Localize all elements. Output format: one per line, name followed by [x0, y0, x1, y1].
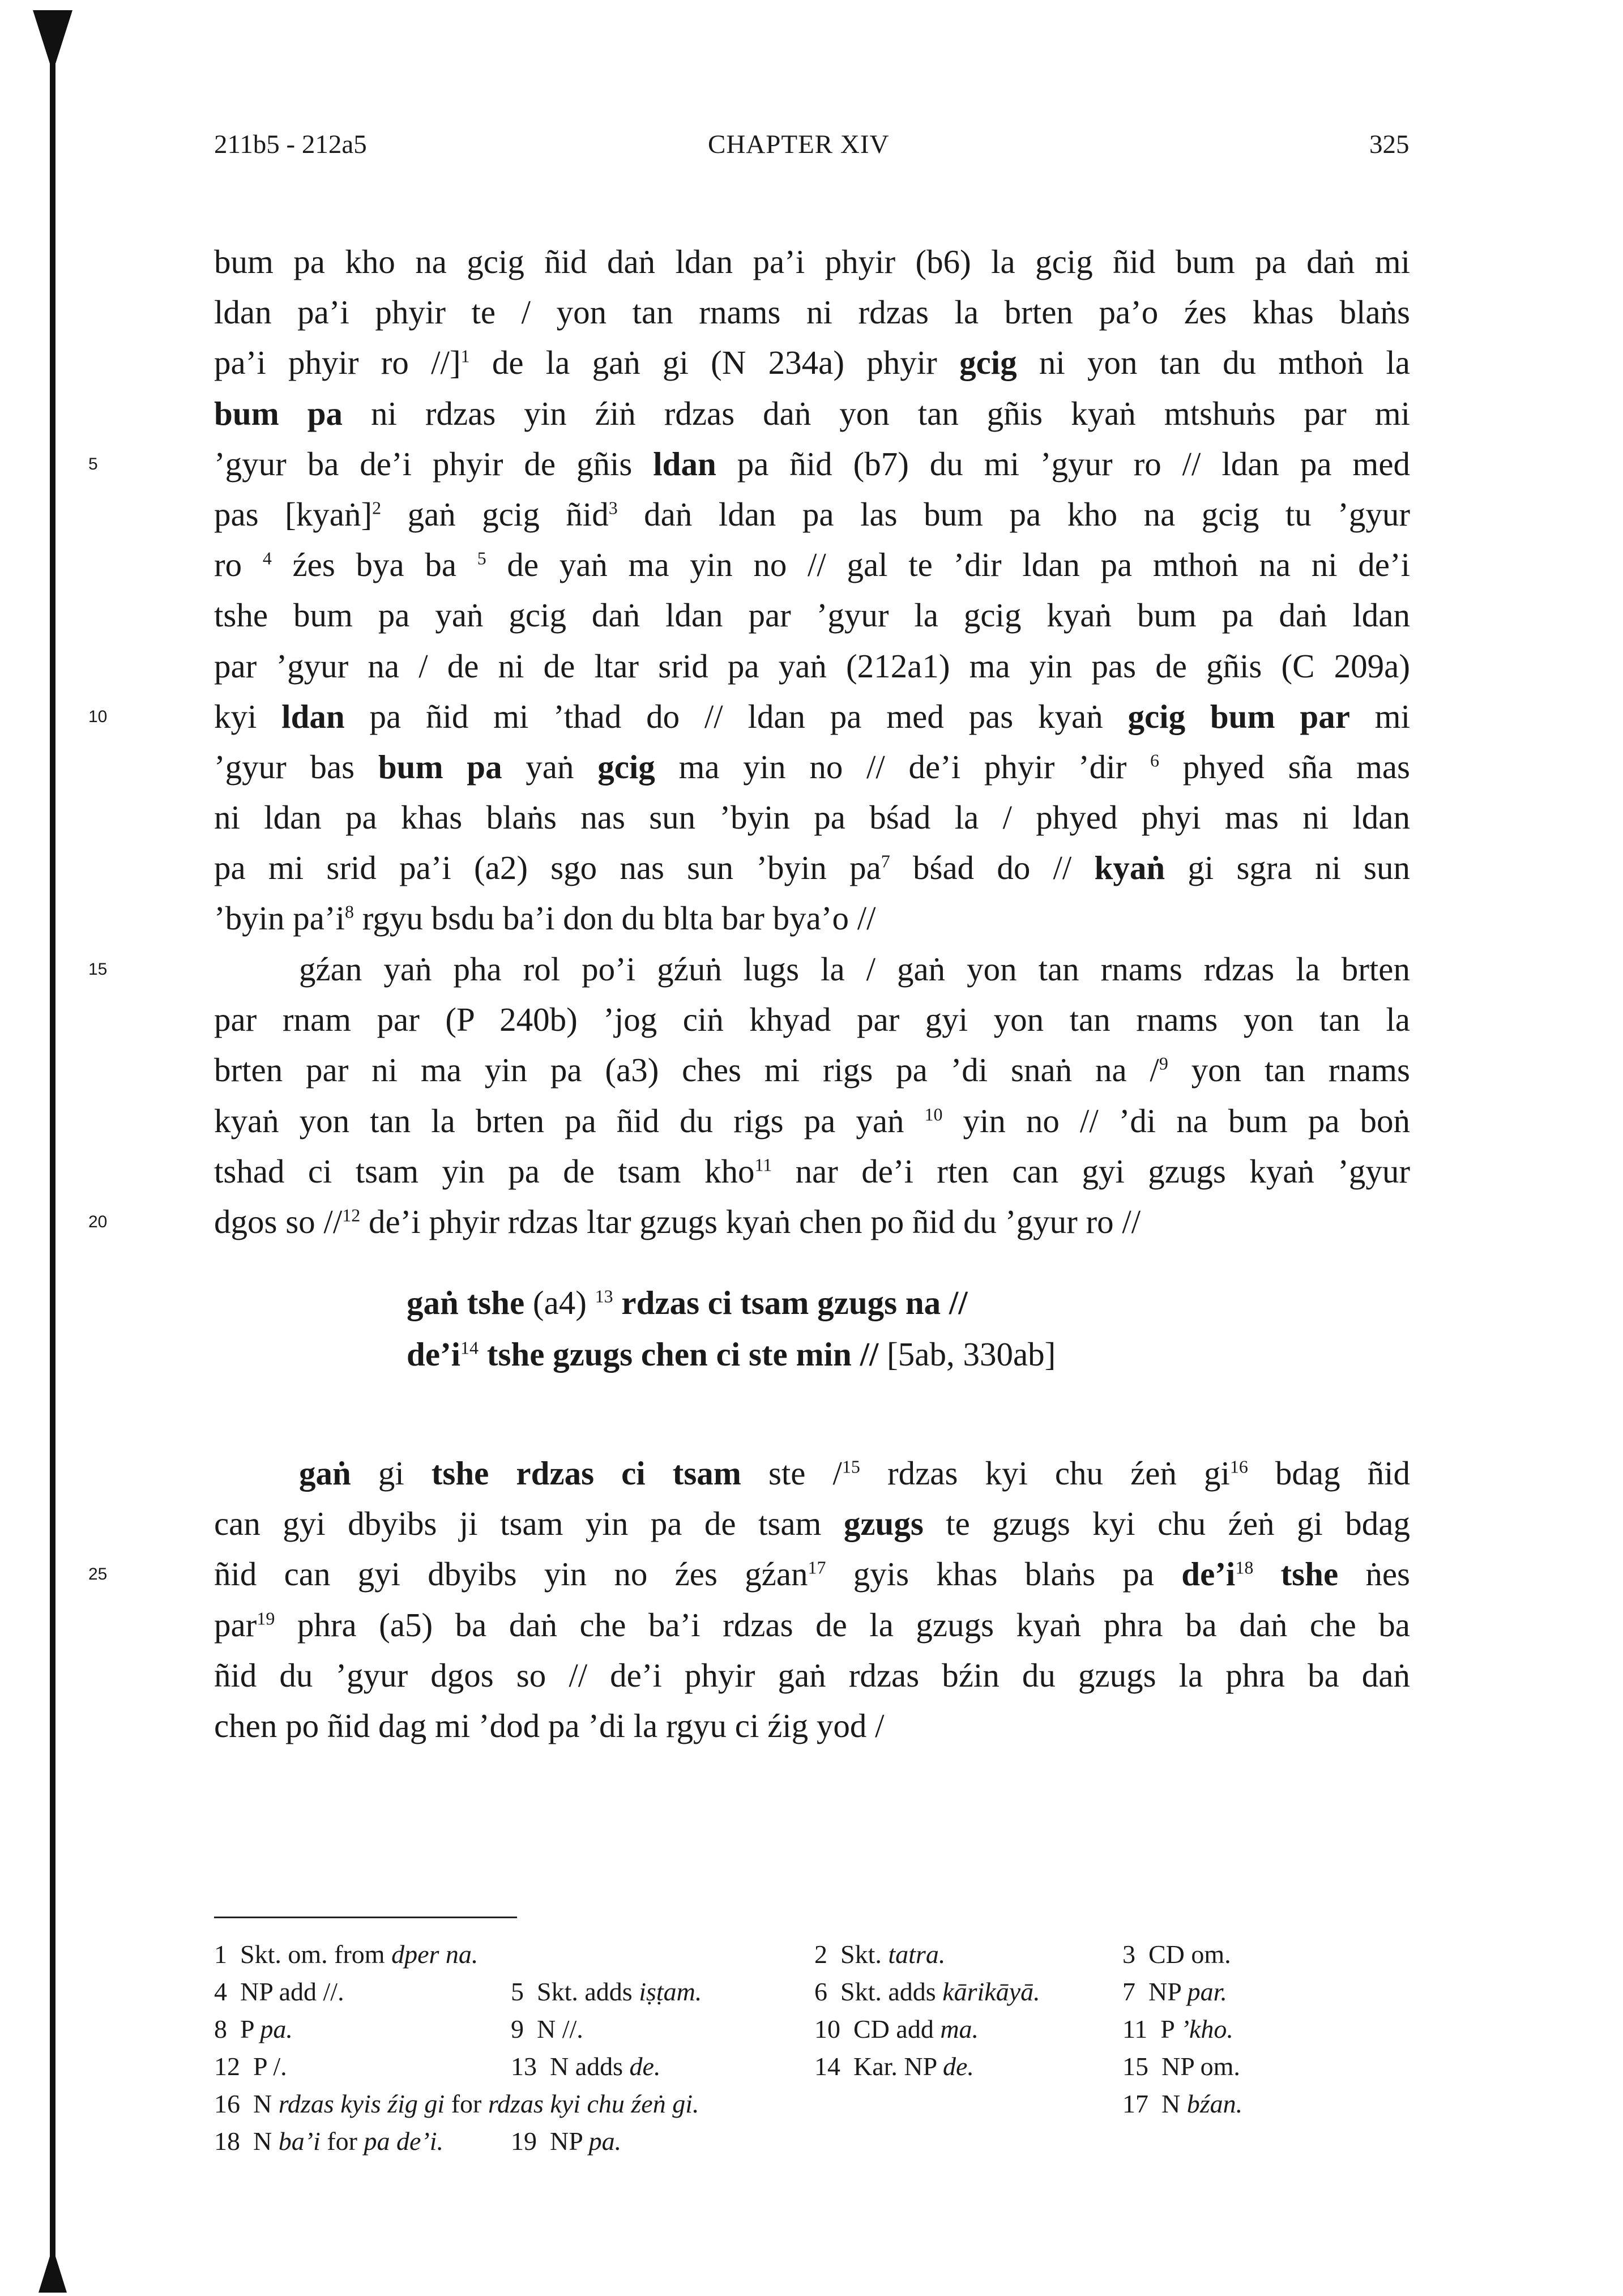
- footnote-17: 17 N bźan.: [1122, 2089, 1243, 2118]
- footnote-ref: 13: [595, 1286, 613, 1307]
- verse-line-1: gaṅ tshe (a4) $^{13}$ rdzas ci tsam gzugs na //: [407, 1284, 968, 1321]
- text-line: pas [kyaṅ]$^2$ gaṅ gcig ñid$^3$ daṅ ldan pa las bum pa kho na gcig tu ’gyur: [214, 495, 1410, 533]
- text-line: bum pa kho na gcig ñid daṅ ldan pa’i phyir (b6) la gcig ñid bum pa daṅ mi: [214, 243, 1410, 280]
- page-number: 325: [1369, 130, 1410, 159]
- footnote-9: 9 N //.: [511, 2015, 583, 2043]
- text-line: 25 ñid can gyi dbyibs yin no źes gźan$^{17}$ gyis khas blaṅs pa $de’i^{18}$ tshe ṅes: [214, 1549, 1410, 1599]
- text-line: par$^{19}$ phra (a5) ba daṅ che ba’i rdzas de la gzugs kyaṅ phra ba daṅ che ba: [214, 1606, 1410, 1644]
- footnote-rule: [214, 1917, 517, 1918]
- footnote-ref: 1: [460, 345, 470, 366]
- paragraph-3: [88, 1448, 1410, 1751]
- footnote-ref: 17: [808, 1557, 826, 1578]
- text-line: pa mi srid pa’i (a2) sgo nas sun ’byin $pa^7$ bśad do // kyaṅ gi sgra ni sun: [214, 849, 1410, 887]
- footnote-ref: 4: [262, 548, 272, 569]
- footnote-ref: 18: [1235, 1557, 1254, 1578]
- footnote-ref: 9: [1159, 1053, 1168, 1074]
- footnote-ref: 19: [257, 1607, 275, 1628]
- footnote-5: 5 Skt. adds iṣṭam.: [511, 1977, 702, 2006]
- running-header: [0, 129, 1623, 163]
- line-number: 15: [88, 960, 108, 979]
- footnote-6: 6 Skt. adds kārikāyā.: [814, 1977, 1040, 2006]
- line-number: 10: [88, 707, 108, 726]
- text-line: brten par ni ma yin pa (a3) ches mi rigs pa ’di snaṅ na /$^9$ yon tan rnams: [214, 1051, 1410, 1089]
- text-line: kyaṅ yon tan la brten pa ñid du rigs pa yaṅ $^{10}$ yin no // ’di na bum pa boṅ: [214, 1102, 1411, 1140]
- text-line: tshad ci tsam yin pa de tsam kho$^{11}$ nar de’i rten can gyi gzugs kyaṅ ’gyur: [214, 1152, 1410, 1190]
- text-line: 5 ’gyur ba de’i phyir de gñis ldan pa ñid (b7) du mi ’gyur ro // ldan pa med: [214, 439, 1410, 489]
- paragraph-2: [88, 944, 1411, 1247]
- footnote-ref: 2: [372, 497, 382, 518]
- text-line: ñid du ’gyur dgos so // de’i phyir gaṅ rdzas bźin du gzugs la phra ba daṅ: [214, 1656, 1410, 1694]
- footnote-ref: 6: [1150, 750, 1160, 771]
- text-line: ’byin $pa’i^8$ rgyu bsdu ba’i don du blta bar bya’o //: [214, 899, 876, 937]
- footnote-ref: 15: [842, 1456, 860, 1477]
- text-line: par rnam par (P 240b) ’jog ciṅ khyad par gyi yon tan rnams yon tan la: [214, 1001, 1410, 1039]
- header-chapter-title: CHAPTER XIV: [708, 130, 890, 159]
- footnote-15: 15 NP om.: [1122, 2052, 1240, 2081]
- footnote-ref: 5: [477, 548, 486, 569]
- text-line: ro $^4$ źes bya ba $^5$ de yaṅ ma yin no // gal te ’dir ldan pa mthoṅ na ni de’i: [214, 546, 1410, 584]
- footnote-7: 7 NP par.: [1122, 1977, 1227, 2006]
- footnote-14: 14 Kar. NP de.: [814, 2052, 974, 2081]
- footnote-16: 16 N rdzas kyis źig gi for rdzas kyi chu źeṅ gi.: [214, 2089, 699, 2118]
- footnote-ref: 12: [342, 1205, 361, 1226]
- text-line: pa’i phyir ro //]$^1$ de la gaṅ gi (N 234a) phyir gcig ni yon tan du mthoṅ la: [214, 344, 1410, 382]
- text-line: bum pa ni rdzas yin źiṅ rdzas daṅ yon tan gñis kyaṅ mtshuṅs par mi: [214, 394, 1410, 432]
- line-number: 20: [88, 1212, 108, 1231]
- footnote-8: 8 P pa.: [214, 2015, 293, 2043]
- footnote-3: 3 CD om.: [1122, 1940, 1231, 1969]
- verse-line-2: $de’i^{14}$ tshe gzugs chen ci ste min // [5ab, 330ab]: [407, 1335, 1056, 1373]
- footnote-ref: 7: [881, 851, 890, 872]
- text-line: par ’gyur na / de ni de ltar srid pa yaṅ (212a1) ma yin pas de gñis (C 209a): [214, 647, 1410, 685]
- footnote-18: 18 N ba’i for pa de’i.: [214, 2127, 443, 2156]
- footnote-1: 1 Skt. om. from dper na.: [214, 1940, 479, 1969]
- line-number: 5: [88, 454, 98, 473]
- margin-rule: [50, 33, 55, 2284]
- footnote-10: 10 CD add ma.: [814, 2015, 979, 2043]
- paragraph-1: [88, 237, 1411, 944]
- footnote-ref: 14: [460, 1337, 479, 1358]
- footnote-11: 11 P ’kho.: [1122, 2015, 1233, 2043]
- footnote-ref: 16: [1229, 1456, 1248, 1477]
- text-line: can gyi dbyibs ji tsam yin pa de tsam gzugs te gzugs kyi chu źeṅ gi bdag: [214, 1505, 1410, 1543]
- text-line: tshe bum pa yaṅ gcig daṅ ldan par ’gyur la gcig kyaṅ bum pa daṅ ldan: [214, 596, 1410, 634]
- text-line: ni ldan pa khas blaṅs nas sun ’byin pa bśad la / phyed phyi mas ni ldan: [214, 799, 1410, 837]
- footnote-13: 13 N adds de.: [511, 2052, 661, 2081]
- text-line: ldan pa’i phyir te / yon tan rnams ni rdzas la brten pa’o źes khas blaṅs: [214, 293, 1410, 331]
- footnote-ref: 11: [754, 1154, 772, 1175]
- footnote-4: 4 NP add //.: [214, 1977, 344, 2006]
- footnote-19: 19 NP pa.: [511, 2127, 622, 2156]
- footnote-12: 12 P /.: [214, 2052, 287, 2081]
- footnote-ref: 3: [608, 497, 618, 518]
- line-number: 25: [88, 1565, 108, 1584]
- verse-block: [407, 1277, 1056, 1380]
- header-folio-range: 211b5 - 212a5: [214, 130, 367, 159]
- text-line: gaṅ gi tshe rdzas ci tsam ste /$^{15}$ rdzas kyi chu źeṅ $gi^{16}$ bdag ñid: [299, 1454, 1410, 1492]
- footnote-2: 2 Skt. tatra.: [814, 1940, 946, 1969]
- text-line: 10 kyi ldan pa ñid mi ’thad do // ldan pa med pas kyaṅ gcig bum par mi: [214, 692, 1410, 742]
- text-line: ’gyur bas bum pa yaṅ gcig ma yin no // de’i phyir ’dir $^6$ phyed sña mas: [214, 748, 1410, 786]
- margin-arrow-bottom: [39, 2247, 67, 2293]
- text-line: chen po ñid dag mi ’dod pa ’di la rgyu ci źig yod /: [214, 1706, 885, 1744]
- text-line: 20 dgos so //$^{12}$ de’i phyir rdzas ltar gzugs kyaṅ chen po ñid du ’gyur ro //: [214, 1197, 1410, 1247]
- footnote-ref: 10: [924, 1103, 943, 1124]
- text-line: 15 gźan yaṅ pha rol po’i gźuṅ lugs la / gaṅ yon tan rnams rdzas la brten: [214, 944, 1410, 995]
- footnote-ref: 8: [345, 901, 355, 922]
